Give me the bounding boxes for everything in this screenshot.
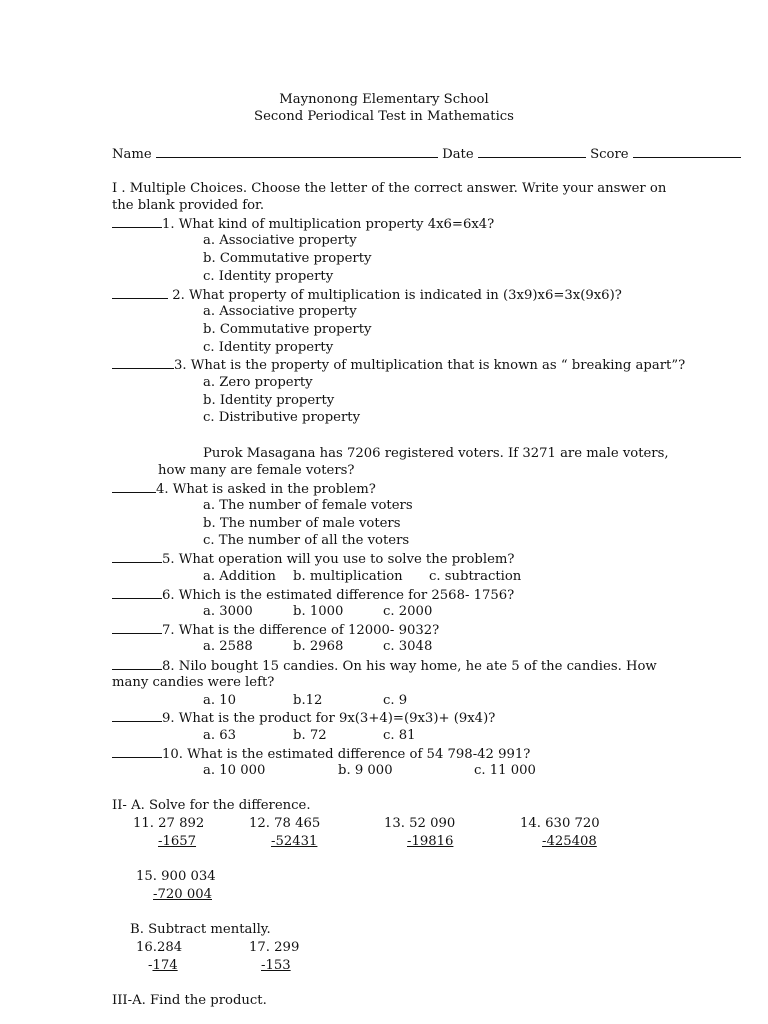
q4-choice-a: a. The number of female voters	[203, 498, 413, 513]
q8-choice-c: c. 9	[383, 693, 408, 708]
question-2: 2. What property of multiplication is indicated in (3x9)x6=3x(9x6)?	[112, 286, 622, 305]
q10-choice-a: a. 10 000	[203, 763, 266, 778]
info-line	[112, 145, 741, 164]
q3-choice-a: a. Zero property	[203, 375, 313, 390]
q9-choice-b: b. 72	[293, 728, 327, 743]
q1-choice-a: a. Associative property	[203, 233, 357, 248]
problem-13-top: 13. 52 090	[384, 816, 456, 831]
q8-choice-a: a. 10	[203, 693, 237, 708]
question-4: 4. What is asked in the problem?	[112, 480, 376, 499]
passage-line1: Purok Masagana has 7206 registered voters. If 3271 are male voters,	[203, 446, 669, 461]
problem-17-bottom: -153	[261, 958, 291, 973]
section2a-heading: II- A. Solve for the difference.	[112, 798, 311, 813]
q2-choice-c: c. Identity property	[203, 340, 334, 355]
q2-choice-a: a. Associative property	[203, 304, 357, 319]
answer-blank-2[interactable]	[112, 286, 168, 299]
section2b-heading: B. Subtract mentally.	[130, 922, 271, 937]
answer-blank-10[interactable]	[112, 745, 162, 758]
problem-17-top: 17. 299	[249, 940, 300, 955]
answer-blank-8[interactable]	[112, 657, 162, 670]
question-7: 7. What is the difference of 12000- 9032?	[112, 621, 439, 640]
question-8-line2: many candies were left?	[112, 675, 275, 690]
q5-choice-c: c. subtraction	[429, 569, 522, 584]
q3-choice-b: b. Identity property	[203, 393, 335, 408]
question-8: 8. Nilo bought 15 candies. On his way home, he ate 5 of the candies. How	[112, 657, 657, 676]
q7-choice-b: b. 2968	[293, 639, 344, 654]
q8-choice-b: b.12	[293, 693, 323, 708]
question-1: 1. What kind of multiplication property 4x6=6x4?	[112, 215, 494, 234]
answer-blank-5[interactable]	[112, 550, 162, 563]
q7-choice-a: a. 2588	[203, 639, 253, 654]
problem-14-top: 14. 630 720	[520, 816, 600, 831]
question-10: 10. What is the estimated difference of 54 798-42 991?	[112, 745, 530, 764]
answer-blank-4[interactable]	[112, 480, 156, 493]
section1-instructions-line1: I . Multiple Choices. Choose the letter of the correct answer. Write your answer on	[112, 181, 667, 196]
problem-14-bottom: -425408	[542, 834, 597, 849]
q6-choice-b: b. 1000	[293, 604, 344, 619]
q10-choice-c: c. 11 000	[474, 763, 536, 778]
question-3: 3. What is the property of multiplication that is known as “ breaking apart”?	[112, 356, 685, 375]
score-blank[interactable]	[633, 145, 741, 158]
section3a-heading: III-A. Find the product.	[112, 993, 267, 1008]
q7-choice-c: c. 3048	[383, 639, 433, 654]
problem-16-bottom: -174	[148, 958, 178, 973]
problem-11-bottom: -1657	[158, 834, 197, 849]
q1-choice-b: b. Commutative property	[203, 251, 372, 266]
answer-blank-7[interactable]	[112, 621, 162, 634]
problem-15-top: 15. 900 034	[136, 869, 216, 884]
q9-choice-a: a. 63	[203, 728, 237, 743]
answer-blank-1[interactable]	[112, 215, 162, 228]
question-5: 5. What operation will you use to solve the problem?	[112, 550, 514, 569]
school-name: Maynonong Elementary School	[279, 92, 489, 107]
problem-13-bottom: -19816	[407, 834, 454, 849]
name-blank[interactable]	[156, 145, 438, 158]
score-label: Score	[590, 147, 629, 162]
q4-choice-b: b. The number of male voters	[203, 516, 401, 531]
problem-12-bottom: -52431	[271, 834, 318, 849]
q10-choice-b: b. 9 000	[338, 763, 393, 778]
question-9: 9. What is the product for 9x(3+4)=(9x3)+ (9x4)?	[112, 709, 495, 728]
section1-instructions-line2: the blank provided for.	[112, 198, 265, 213]
q6-choice-a: a. 3000	[203, 604, 253, 619]
answer-blank-9[interactable]	[112, 709, 162, 722]
date-label: Date	[442, 147, 474, 162]
q4-choice-c: c. The number of all the voters	[203, 533, 410, 548]
q5-choice-b: b. multiplication	[293, 569, 403, 584]
q5-choice-a: a. Addition	[203, 569, 276, 584]
problem-15-bottom: -720 004	[153, 887, 212, 902]
test-title: Second Periodical Test in Mathematics	[254, 109, 514, 124]
q1-choice-c: c. Identity property	[203, 269, 334, 284]
date-blank[interactable]	[478, 145, 586, 158]
problem-12-top: 12. 78 465	[249, 816, 321, 831]
problem-11-top: 11. 27 892	[133, 816, 205, 831]
q6-choice-c: c. 2000	[383, 604, 433, 619]
q9-choice-c: c. 81	[383, 728, 416, 743]
answer-blank-3[interactable]	[112, 356, 174, 369]
answer-blank-6[interactable]	[112, 586, 162, 599]
problem-16-top: 16.284	[136, 940, 183, 955]
name-label: Name	[112, 147, 152, 162]
passage-line2: how many are female voters?	[158, 463, 355, 478]
q3-choice-c: c. Distributive property	[203, 410, 361, 425]
question-6: 6. Which is the estimated difference for 2568- 1756?	[112, 586, 514, 605]
q2-choice-b: b. Commutative property	[203, 322, 372, 337]
